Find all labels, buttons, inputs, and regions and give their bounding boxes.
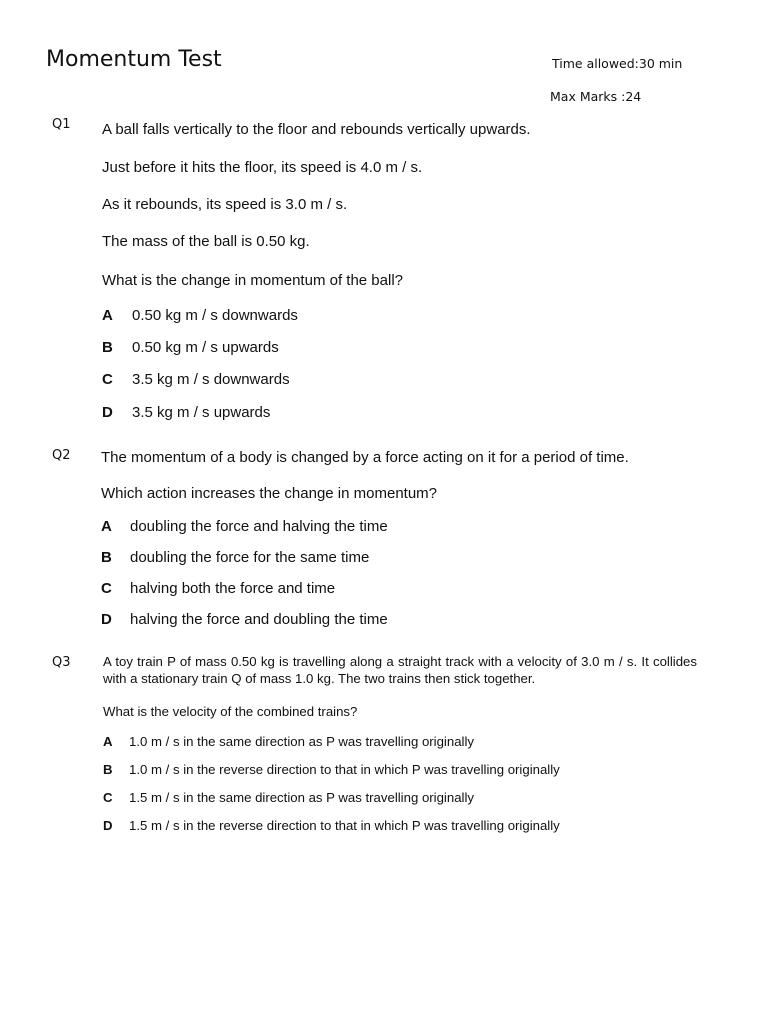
question-number: Q3	[52, 655, 71, 670]
option-letter: A	[102, 307, 113, 324]
option-letter: B	[101, 549, 112, 566]
max-marks: Max Marks :24	[550, 89, 642, 104]
option-letter: D	[102, 404, 113, 421]
question-number: Q1	[52, 117, 71, 132]
option-text: 3.5 kg m / s downwards	[132, 371, 290, 388]
question-text: Which action increases the change in momentum?	[101, 485, 438, 502]
option-text: halving the force and doubling the time	[130, 611, 388, 628]
option-text: 0.50 kg m / s upwards	[132, 339, 279, 356]
option-letter: B	[103, 762, 113, 777]
option-text: 1.5 m / s in the reverse direction to that in which P was travelling originally	[129, 818, 560, 833]
option-letter: A	[103, 734, 113, 749]
option-letter: C	[102, 371, 113, 388]
question-text: What is the velocity of the combined trains?	[103, 704, 358, 719]
option-text: 1.0 m / s in the same direction as P was travelling originally	[129, 734, 474, 749]
option-letter: D	[101, 611, 112, 628]
option-letter: B	[102, 339, 113, 356]
page-title: Momentum Test	[46, 47, 222, 72]
question-text: Just before it hits the floor, its speed is 4.0 m / s.	[102, 159, 423, 176]
question-text: The momentum of a body is changed by a force acting on it for a period of time.	[101, 449, 629, 466]
question-text: As it rebounds, its speed is 3.0 m / s.	[102, 196, 348, 213]
option-text: 1.0 m / s in the reverse direction to that in which P was travelling originally	[129, 762, 560, 777]
question-text: The mass of the ball is 0.50 kg.	[102, 233, 310, 250]
option-text: doubling the force and halving the time	[130, 518, 388, 535]
question-text: What is the change in momentum of the ball?	[102, 272, 403, 289]
question-number: Q2	[52, 448, 71, 463]
question-text: A ball falls vertically to the floor and rebounds vertically upwards.	[102, 121, 531, 138]
time-allowed: Time allowed:30 min	[552, 56, 683, 71]
option-text: 3.5 kg m / s upwards	[132, 404, 271, 421]
option-text: 0.50 kg m / s downwards	[132, 307, 298, 324]
option-letter: C	[101, 580, 112, 597]
question-text: A toy train P of mass 0.50 kg is travelling along a straight track with a velocity of 3.0 m / s. It collides with a stationary train Q of mass 1.0 kg. The two trains then stick together.	[103, 654, 697, 686]
option-letter: D	[103, 818, 113, 833]
option-text: doubling the force for the same time	[130, 549, 370, 566]
option-text: halving both the force and time	[130, 580, 336, 597]
option-text: 1.5 m / s in the same direction as P was travelling originally	[129, 790, 474, 805]
option-letter: A	[101, 518, 112, 535]
option-letter: C	[103, 790, 113, 805]
